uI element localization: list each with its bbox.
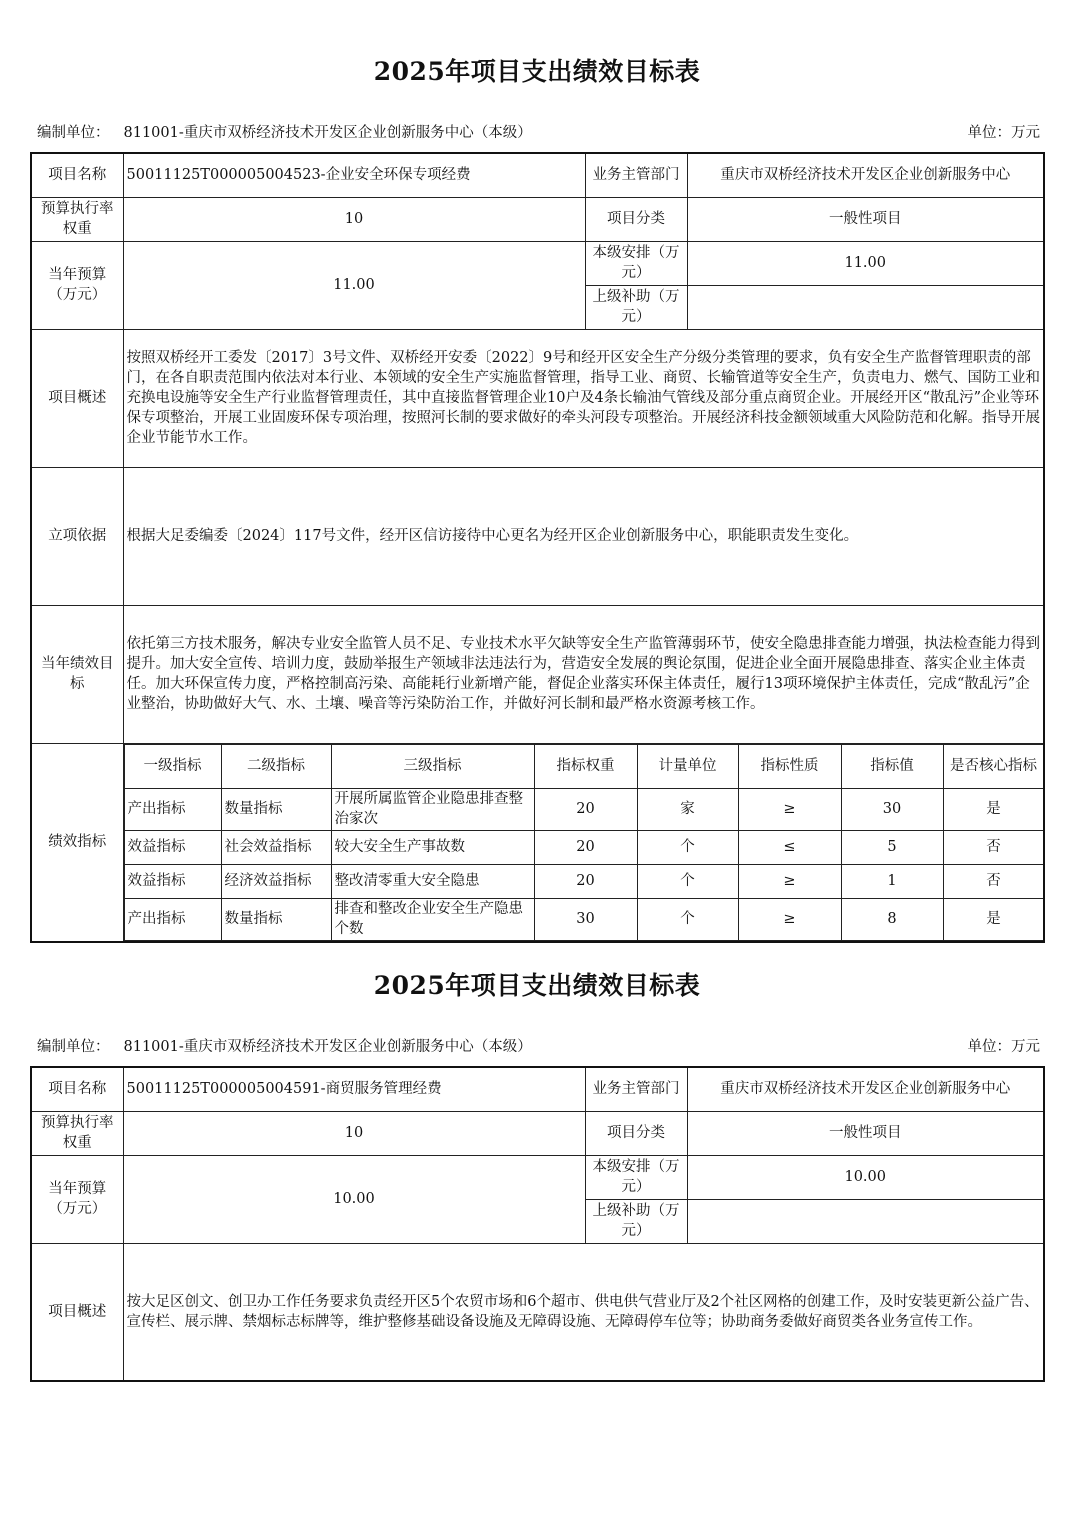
cell-weight: 20	[534, 864, 637, 898]
project-name-value: 50011125T000005004523-企业安全环保专项经费	[123, 153, 585, 197]
cell-level2: 数量指标	[221, 788, 331, 830]
budget-label: 当年预算（万元）	[31, 1155, 123, 1243]
category-label: 项目分类	[585, 197, 687, 241]
superior-label: 上级补助（万元）	[585, 285, 687, 329]
cell-level1: 效益指标	[124, 864, 221, 898]
cell-core: 否	[943, 830, 1044, 864]
cell-nature: ≤	[738, 830, 841, 864]
department-label: 业务主管部门	[585, 1067, 687, 1111]
budget-label: 当年预算（万元）	[31, 241, 123, 329]
exec-rate-value: 10	[123, 197, 585, 241]
cell-unit: 家	[637, 788, 738, 830]
cell-level2: 经济效益指标	[221, 864, 331, 898]
project-name-value: 50011125T000005004591-商贸服务管理经费	[123, 1067, 585, 1111]
cell-value: 8	[841, 898, 943, 940]
cell-level3: 开展所属监管企业隐患排查整治家次	[331, 788, 534, 830]
cell-level2: 数量指标	[221, 898, 331, 940]
overview-text: 按大足区创文、创卫办工作任务要求负责经开区5个农贸市场和6个超市、供电供气营业厅及2个社区网格的创建工作，及时安装更新公益广告、宣传栏、展示牌、禁烟标志标牌等，维护整修基础设备设施及无障碍设施、无障碍停车位等；协助商务委做好商贸类各业务宣传工作。	[123, 1243, 1044, 1381]
cell-level2: 社会效益指标	[221, 830, 331, 864]
header-core: 是否核心指标	[943, 744, 1044, 788]
cell-weight: 20	[534, 830, 637, 864]
project-name-label: 项目名称	[31, 1067, 123, 1111]
exec-rate-label: 预算执行率权重	[31, 197, 123, 241]
project-table	[30, 1066, 1045, 1382]
header-level2: 二级指标	[221, 744, 331, 788]
cell-unit: 个	[637, 864, 738, 898]
project-name-label: 项目名称	[31, 153, 123, 197]
unit-label: 编制单位：	[37, 125, 110, 141]
header-value: 指标值	[841, 744, 943, 788]
basis-text: 根据大足委编委〔2024〕117号文件，经开区信访接待中心更名为经开区企业创新服务中心，职能职责发生变化。	[123, 467, 1044, 605]
cell-unit: 个	[637, 898, 738, 940]
cell-unit: 个	[637, 830, 738, 864]
local-value: 10.00	[687, 1155, 1044, 1199]
table-row	[124, 830, 1044, 864]
cell-core: 否	[943, 864, 1044, 898]
form-title: 2025年项目支出绩效目标表	[373, 971, 701, 1000]
currency-label: 单位：万元	[967, 1039, 1040, 1055]
cell-value: 1	[841, 864, 943, 898]
header-unit: 计量单位	[637, 744, 738, 788]
exec-rate-value: 10	[123, 1111, 585, 1155]
overview-text: 按照双桥经开工委发〔2017〕3号文件、双桥经开安委〔2022〕9号和经开区安全生产分级分类管理的要求，负有安全生产监督管理职责的部门，在各自职责范围内依法对本行业、本领域的安全生产实施监督管理，指导工业、商贸、长输管道等安全生产，负责电力、燃气、国防工业和充换电设施等安全生产行业监督管理责任，其中直接监督管理企业10户及4条长输油气管线及部分重点商贸企业。开展经开区“散乱污”企业等环保专项整治，开展工业固废环保专项治理，按照河长制的要求做好的牵头河段专项整治。开展经济科技金额领域重大风险防范和化解。指导开展企业节能节水工作。	[123, 329, 1044, 467]
superior-value	[687, 1199, 1044, 1243]
cell-level3: 整改清零重大安全隐患	[331, 864, 534, 898]
indicators-cell	[123, 743, 1044, 942]
cell-value: 30	[841, 788, 943, 830]
overview-label: 项目概述	[31, 1243, 123, 1381]
header-level3: 三级指标	[331, 744, 534, 788]
department-value: 重庆市双桥经济技术开发区企业创新服务中心	[687, 153, 1044, 197]
goal-label: 当年绩效目标	[31, 605, 123, 743]
cell-weight: 20	[534, 788, 637, 830]
department-label: 业务主管部门	[585, 153, 687, 197]
superior-value	[687, 285, 1044, 329]
cell-core: 是	[943, 898, 1044, 940]
category-value: 一般性项目	[687, 1111, 1044, 1155]
table-row	[124, 788, 1044, 830]
header-level1: 一级指标	[124, 744, 221, 788]
cell-nature: ≥	[738, 864, 841, 898]
overview-label: 项目概述	[31, 329, 123, 467]
cell-value: 5	[841, 830, 943, 864]
unit-value: 811001-重庆市双桥经济技术开发区企业创新服务中心（本级）	[123, 1039, 532, 1055]
budget-value: 10.00	[123, 1155, 585, 1243]
local-label: 本级安排（万元）	[585, 1155, 687, 1199]
unit-value: 811001-重庆市双桥经济技术开发区企业创新服务中心（本级）	[123, 125, 532, 141]
header-weight: 指标权重	[534, 744, 637, 788]
local-value: 11.00	[687, 241, 1044, 285]
table-row	[124, 864, 1044, 898]
category-label: 项目分类	[585, 1111, 687, 1155]
basis-label: 立项依据	[31, 467, 123, 605]
superior-label: 上级补助（万元）	[585, 1199, 687, 1243]
header-nature: 指标性质	[738, 744, 841, 788]
table-row	[124, 898, 1044, 940]
local-label: 本级安排（万元）	[585, 241, 687, 285]
cell-nature: ≥	[738, 788, 841, 830]
project-table	[30, 152, 1045, 943]
category-value: 一般性项目	[687, 197, 1044, 241]
cell-core: 是	[943, 788, 1044, 830]
goal-text: 依托第三方技术服务，解决专业安全监管人员不足、专业技术水平欠缺等安全生产监管薄弱环节，使安全隐患排查能力增强，执法检查能力得到提升。加大安全宣传、培训力度，鼓励举报生产领域非法违法行为，营造安全发展的舆论氛围，促进企业全面开展隐患排查、落实企业主体责任。加大环保宣传力度，严格控制高污染、高能耗行业新增产能，督促企业落实环保主体责任，履行13项环境保护主体责任，完成“散乱污”企业整治，协助做好大气、水、土壤、噪音等污染防治工作，并做好河长制和最严格水资源考核工作。	[123, 605, 1044, 743]
exec-rate-label: 预算执行率权重	[31, 1111, 123, 1155]
cell-nature: ≥	[738, 898, 841, 940]
form-title: 2025年项目支出绩效目标表	[373, 57, 701, 86]
cell-level1: 产出指标	[124, 898, 221, 940]
cell-level1: 效益指标	[124, 830, 221, 864]
cell-weight: 30	[534, 898, 637, 940]
cell-level3: 较大安全生产事故数	[331, 830, 534, 864]
cell-level3: 排查和整改企业安全生产隐患个数	[331, 898, 534, 940]
currency-label: 单位：万元	[967, 125, 1040, 141]
cell-level1: 产出指标	[124, 788, 221, 830]
unit-label: 编制单位：	[37, 1039, 110, 1055]
department-value: 重庆市双桥经济技术开发区企业创新服务中心	[687, 1067, 1044, 1111]
indicators-table	[124, 744, 1045, 941]
budget-value: 11.00	[123, 241, 585, 329]
indicators-label: 绩效指标	[31, 743, 123, 942]
